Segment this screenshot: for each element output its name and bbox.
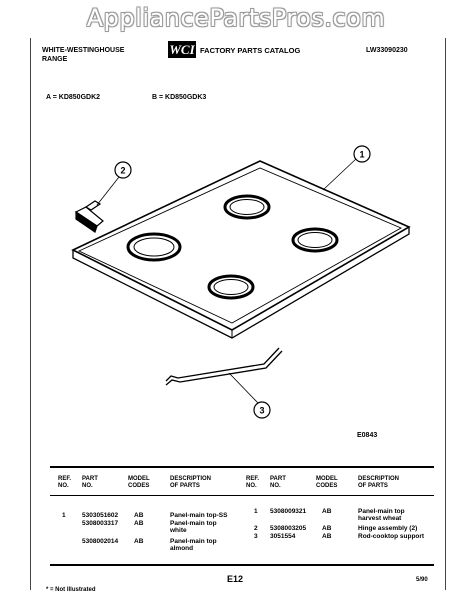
- table-cell-part: 5308003205: [270, 525, 307, 532]
- page-number: E12: [227, 574, 244, 584]
- table-cell-part: 5308009321: [270, 508, 307, 515]
- table-cell-ref: 2: [254, 525, 258, 532]
- col-ref-right: [246, 476, 259, 490]
- watermark: AppliancePartsPros.com: [86, 4, 386, 32]
- table-cell-desc-cont: white: [170, 527, 187, 534]
- table-cell-desc: Panel-main top-SS: [170, 512, 228, 519]
- callout-1: [354, 146, 370, 162]
- table-cell-desc: Hinge assembly (2): [358, 525, 418, 532]
- table-cell-model: AB: [134, 520, 144, 527]
- col-part-left-line2: NO.: [82, 483, 93, 489]
- table-cell-desc: Rod-cooktop support: [358, 533, 425, 540]
- burner-openings: [128, 196, 337, 298]
- col-model-left-line2: CODES: [128, 483, 150, 489]
- table-bottom-rule: [50, 564, 434, 566]
- table-cell-desc: Panel-main top: [170, 520, 217, 527]
- table-cell-ref: 1: [254, 508, 258, 515]
- figure-reference: E0843: [357, 432, 378, 439]
- revision-date: 5/90: [416, 577, 428, 583]
- table-cell-model: AB: [322, 533, 332, 540]
- callout-2-label: 2: [120, 165, 126, 176]
- col-ref-left-line1: REF.: [58, 476, 72, 482]
- brand-line-1: WHITE-WESTINGHOUSE: [42, 47, 125, 54]
- table-cell-desc-cont: almond: [170, 545, 194, 552]
- not-illustrated-note: * = Not Illustrated: [46, 587, 96, 593]
- support-rod: [166, 348, 282, 385]
- table-cell-part: 5308002014: [82, 538, 119, 545]
- col-desc-right-line2: OF PARTS: [358, 483, 388, 489]
- brand-line-2: RANGE: [42, 56, 68, 63]
- col-desc-left-line1: DESCRIPTION: [170, 476, 212, 482]
- table-cell-model: AB: [134, 512, 144, 519]
- col-part-left: [82, 476, 98, 490]
- document-number: LW33090230: [366, 47, 408, 54]
- callout-2: [115, 162, 131, 178]
- col-model-right-line1: MODEL: [316, 476, 338, 482]
- hinge-bracket: [76, 201, 103, 232]
- col-model-right: [316, 476, 338, 490]
- table-cell-part: 3051554: [270, 533, 296, 540]
- model-b-label: B = KD850GDK3: [152, 94, 207, 101]
- col-desc-right-line1: DESCRIPTION: [358, 476, 400, 482]
- callout-3-label: 3: [259, 405, 265, 416]
- col-ref-left: [58, 476, 71, 490]
- col-model-left: [128, 476, 150, 490]
- table-header-rule: [50, 495, 434, 496]
- col-part-right-line1: PART: [270, 476, 286, 482]
- col-part-right-line2: NO.: [270, 483, 281, 489]
- table-cell-ref: 1: [62, 512, 66, 519]
- table-cell-desc: Panel-main top: [170, 538, 217, 545]
- table-cell-ref: 3: [254, 533, 258, 540]
- col-model-left-line1: MODEL: [128, 476, 150, 482]
- catalog-title: FACTORY PARTS CATALOG: [200, 46, 301, 55]
- cooktop-panel: [73, 161, 409, 338]
- col-ref-right-line1: REF.: [246, 476, 260, 482]
- table-top-rule: [50, 466, 434, 468]
- col-desc-left: [170, 476, 211, 490]
- table-cell-part: 5308003317: [82, 520, 119, 527]
- callout-3: [254, 402, 270, 418]
- table-cell-model: AB: [134, 538, 144, 545]
- model-a-label: A = KD850GDK2: [46, 94, 101, 101]
- col-ref-right-line2: NO.: [246, 483, 257, 489]
- col-part-right: [270, 476, 286, 490]
- table-cell-desc: Panel-main top: [358, 508, 405, 515]
- table-cell-model: AB: [322, 508, 332, 515]
- table-cell-desc-cont: harvest wheat: [358, 515, 402, 522]
- col-ref-left-line2: NO.: [58, 483, 69, 489]
- logo-text: WCI: [169, 42, 195, 57]
- col-desc-left-line2: OF PARTS: [170, 483, 200, 489]
- col-part-left-line1: PART: [82, 476, 98, 482]
- col-model-right-line2: CODES: [316, 483, 338, 489]
- table-cell-part: 5303051602: [82, 512, 119, 519]
- table-cell-model: AB: [322, 525, 332, 532]
- callout-1-label: 1: [359, 149, 365, 160]
- col-desc-right: [358, 476, 399, 490]
